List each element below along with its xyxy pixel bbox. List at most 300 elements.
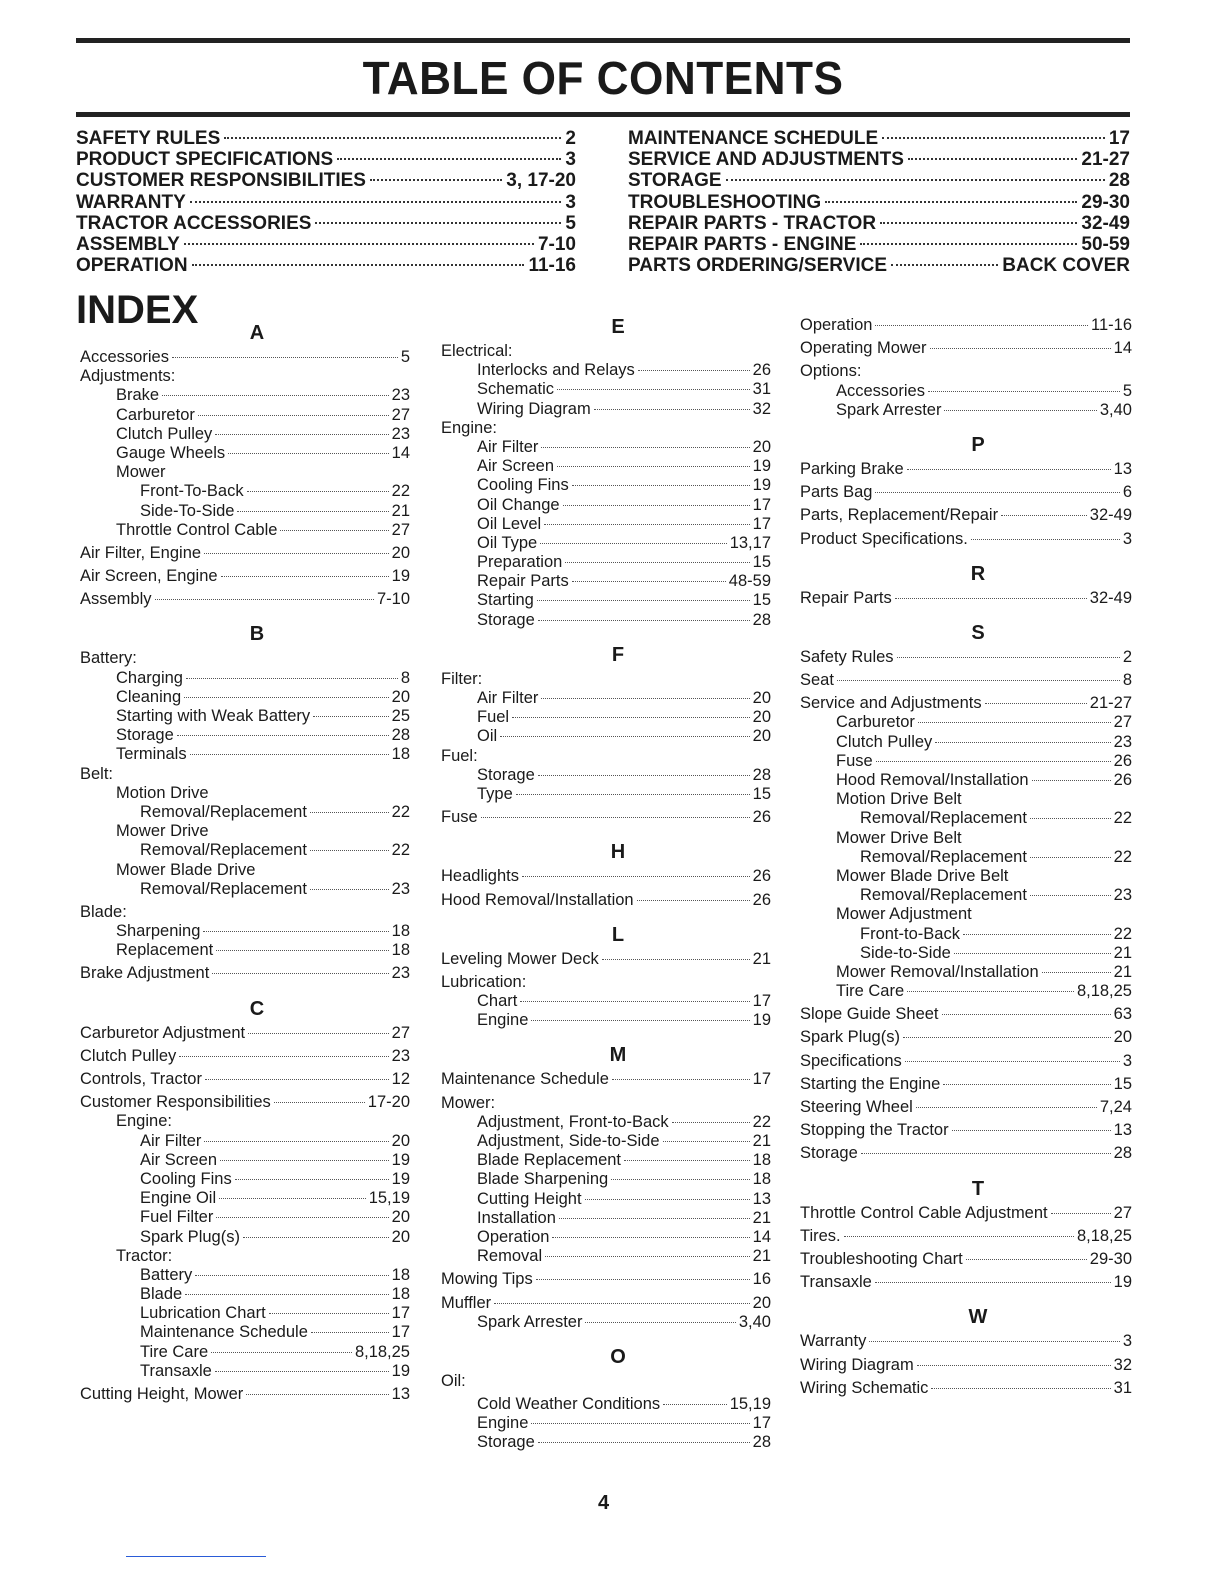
index-entry-page: 13,17 <box>729 533 771 552</box>
index-entry-label: Tire Care <box>836 982 905 1001</box>
index-entry-page: 17 <box>752 1414 771 1433</box>
index-entry-label: Air Screen <box>140 1150 218 1169</box>
leader-dots <box>875 1282 1111 1283</box>
index-entry-page: 17 <box>752 1070 771 1089</box>
index-subentry <box>441 361 771 380</box>
index-entry-label: Mower Blade Drive <box>116 860 256 879</box>
leader-dots <box>269 1313 389 1314</box>
index-entry-page: 22 <box>1113 847 1132 866</box>
leader-dots <box>184 243 534 245</box>
leader-dots <box>538 1442 750 1443</box>
index-entry-page: 21 <box>752 1132 771 1150</box>
toc-entry-label: SERVICE AND ADJUSTMENTS <box>628 149 904 171</box>
leader-dots <box>825 201 1077 203</box>
index-entry-page: 14 <box>1113 339 1132 358</box>
index-entry-page: 2 <box>1122 647 1132 666</box>
leader-dots <box>185 1294 388 1295</box>
toc-entry-page: 2 <box>565 128 576 149</box>
index-entry-page: 27 <box>391 520 410 539</box>
index-subentry <box>800 848 1132 867</box>
index-entry-label: Front-To-Back <box>140 482 244 501</box>
index-entry-label: Parts Bag <box>800 483 873 502</box>
leader-dots <box>602 959 750 960</box>
index-entry <box>441 747 771 766</box>
toc-entry-page: 28 <box>1108 170 1130 192</box>
leader-dots <box>611 1179 749 1180</box>
index-entry-label: Parts, Replacement/Repair <box>800 506 999 525</box>
index-subentry <box>80 1362 410 1381</box>
index-entry-page: 27 <box>391 1023 410 1042</box>
index-subentry <box>441 1395 771 1414</box>
leader-dots <box>663 1141 750 1142</box>
index-subentry <box>800 829 1132 848</box>
index-entry-page: 17 <box>391 1304 410 1323</box>
section-spacer <box>80 984 410 994</box>
index-entry <box>441 1070 771 1089</box>
leader-dots <box>897 657 1120 658</box>
index-entry <box>800 1144 1132 1163</box>
index-entry-page: 32-49 <box>1089 588 1132 607</box>
index-entry-label: Fuel: <box>441 746 478 765</box>
leader-dots <box>907 991 1074 992</box>
index-entry-label: Electrical: <box>441 342 513 360</box>
index-entry-label: Steering Wheel <box>800 1098 913 1116</box>
toc-entry-page: 17 <box>1108 128 1130 149</box>
index-subentry <box>441 572 771 591</box>
index-subentry <box>80 688 410 707</box>
index-section-letter: P <box>971 433 985 456</box>
index-entry-label: Brake <box>116 386 160 405</box>
index-entry-page: 31 <box>752 380 771 399</box>
toc-entry-label: TROUBLESHOOTING <box>628 191 822 213</box>
index-entry <box>80 1385 410 1404</box>
index-entry-label: Slope Guide Sheet <box>800 1005 939 1024</box>
leader-dots <box>944 410 1096 411</box>
index-entry-page: 11-16 <box>1091 316 1132 334</box>
index-entry-label: Belt: <box>80 764 114 783</box>
index-entry-page: 15 <box>1113 1074 1132 1093</box>
leader-dots <box>536 1279 750 1280</box>
leader-dots <box>531 1020 749 1021</box>
index-entry-label: Motion Drive Belt <box>836 790 962 809</box>
index-entry-page: 20 <box>391 543 410 562</box>
leader-dots <box>512 717 750 718</box>
index-entry-label: Adjustment, Side-to-Side <box>477 1132 660 1150</box>
index-entry-label: Tires. <box>800 1226 841 1245</box>
index-entry-page: 3 <box>1122 1051 1132 1070</box>
index-subentry <box>441 400 771 419</box>
index-subentry <box>441 515 771 534</box>
index-entry <box>80 1024 410 1043</box>
index-entry-label: Oil Level <box>477 514 542 533</box>
index-entry-label: Leveling Mower Deck <box>441 949 599 968</box>
index-entry-page: 19 <box>752 457 771 476</box>
index-subentry <box>800 382 1132 401</box>
toc-entry <box>628 170 1130 191</box>
leader-dots <box>246 1394 388 1395</box>
index-entry-page: 48-59 <box>728 572 771 591</box>
index-entry-page: 3,40 <box>1099 400 1132 419</box>
index-entry-label: Carburetor Adjustment <box>80 1023 246 1042</box>
index-subentry <box>441 457 771 476</box>
index-entry <box>441 342 771 361</box>
index-entry-label: Customer Responsibilities <box>80 1093 271 1112</box>
index-entry-label: Filter: <box>441 669 483 688</box>
index-entry-page: 21 <box>752 949 771 968</box>
toc-entry <box>628 213 1130 234</box>
index-entry-label: Fuse <box>836 751 873 770</box>
index-subentry <box>800 867 1132 886</box>
toc-entry-label: PRODUCT SPECIFICATIONS <box>76 149 334 171</box>
leader-dots <box>672 1122 750 1123</box>
index-entry-page: 18 <box>391 922 410 941</box>
index-entry-page: 18 <box>391 941 410 960</box>
index-entry <box>800 1052 1132 1071</box>
leader-dots <box>594 409 750 410</box>
index-section-letter: E <box>611 316 625 338</box>
index-entry-page: 13 <box>1113 1121 1132 1140</box>
leader-dots <box>212 973 388 974</box>
index-entry <box>800 671 1132 690</box>
toc-entry <box>76 192 576 213</box>
index-entry-page: 22 <box>391 802 410 821</box>
index-entry <box>441 1270 771 1289</box>
leader-dots <box>522 876 750 877</box>
index-entry-page: 26 <box>752 361 771 380</box>
index-entry-page: 20 <box>391 687 410 706</box>
leader-dots <box>861 1153 1111 1154</box>
index-entry-label: Wiring Schematic <box>800 1378 929 1397</box>
index-entry <box>800 1098 1132 1117</box>
index-subentry <box>441 591 771 610</box>
index-subentry <box>80 822 410 841</box>
toc-entry-label: REPAIR PARTS - TRACTOR <box>628 212 877 234</box>
index-section-letter: W <box>968 1306 988 1329</box>
index-entry-page: 23 <box>391 879 410 898</box>
toc-entry-label: MAINTENANCE SCHEDULE <box>628 128 879 149</box>
index-subentry <box>441 1170 771 1189</box>
index-entry-page: 18 <box>391 745 410 764</box>
leader-dots <box>931 1388 1110 1389</box>
index-entry-page: 17 <box>752 495 771 514</box>
index-entry-label: Cutting Height, Mower <box>80 1385 244 1403</box>
index-entry-page: 19 <box>752 476 771 495</box>
index-subentry <box>441 785 771 804</box>
leader-dots <box>274 1102 365 1103</box>
index-entry-label: Side-To-Side <box>140 501 235 520</box>
index-subentry <box>441 534 771 553</box>
leader-dots <box>311 1332 389 1333</box>
index-subentry <box>80 745 410 764</box>
leader-dots <box>1051 1213 1111 1214</box>
index-subentry <box>800 944 1132 963</box>
index-entry-label: Controls, Tractor <box>80 1070 202 1088</box>
index-entry-page: 17 <box>752 514 771 533</box>
index-subentry <box>80 444 410 463</box>
index-entry <box>800 530 1132 549</box>
toc-entry <box>628 192 1130 213</box>
leader-dots <box>557 389 750 390</box>
index-subentry <box>80 1266 410 1285</box>
leader-dots <box>280 530 388 531</box>
index-entry-label: Mowing Tips <box>441 1270 533 1289</box>
index-subentry <box>441 689 771 708</box>
index-entry <box>800 339 1132 358</box>
index-entry-label: Mower Drive Belt <box>836 828 962 847</box>
leader-dots <box>500 736 749 737</box>
leader-dots <box>624 1160 750 1161</box>
index-section-letter: F <box>611 643 625 666</box>
index-entry-label: Service and Adjustments <box>800 694 982 713</box>
leader-dots <box>903 1037 1111 1038</box>
index-entry-page: 7-10 <box>376 590 410 609</box>
page-title: TABLE OF CONTENTS <box>362 52 844 104</box>
toc-entry-page: 50-59 <box>1081 233 1130 255</box>
index-subentry <box>80 1304 410 1323</box>
index-entry-page: 8,18,25 <box>1076 1226 1132 1245</box>
leader-dots <box>494 1303 750 1304</box>
index-entry-page: 15 <box>752 591 771 610</box>
index-entry <box>80 903 410 922</box>
index-entry-label: Fuel Filter <box>140 1208 214 1227</box>
index-section-letter: C <box>249 997 265 1020</box>
index-entry-label: Engine <box>477 1011 529 1030</box>
leader-dots <box>952 1130 1111 1131</box>
index-entry-label: Starting <box>477 591 534 610</box>
index-entry-page: 12 <box>391 1070 410 1088</box>
index-entry-page: 15 <box>752 784 771 803</box>
index-entry-label: Storage <box>477 765 535 784</box>
index-entry-page: 21 <box>391 501 410 520</box>
index-entry <box>800 694 1132 713</box>
index-section-letter: T <box>971 1177 985 1200</box>
index-entry-page: 22 <box>752 1112 771 1131</box>
section-spacer <box>441 827 771 837</box>
leader-dots <box>907 469 1111 470</box>
leader-dots <box>963 934 1111 935</box>
leader-dots <box>638 370 750 371</box>
section-spacer <box>800 1164 1132 1174</box>
index-subentry <box>800 401 1132 420</box>
index-entry-page: 21 <box>1113 962 1132 981</box>
index-entry-label: Engine <box>477 1414 529 1433</box>
leader-dots <box>726 179 1105 181</box>
leader-dots <box>537 600 750 601</box>
leader-dots <box>916 1107 1097 1108</box>
index-subentry <box>800 771 1132 790</box>
index-entry-page: 20 <box>752 727 771 746</box>
index-subentry <box>441 1190 771 1209</box>
index-entry-label: Operation <box>477 1227 550 1246</box>
index-entry <box>800 1121 1132 1140</box>
index-entry <box>441 1372 771 1391</box>
index-entry-label: Seat <box>800 671 834 690</box>
index-entry-label: Interlocks and Relays <box>477 361 635 380</box>
leader-dots <box>942 1014 1111 1015</box>
index-entry <box>80 964 410 983</box>
index-entry-label: Lubrication: <box>441 972 527 991</box>
index-column-1 <box>80 318 410 1404</box>
index-entry-label: Stopping the Tractor <box>800 1121 949 1140</box>
index-subentry <box>441 708 771 727</box>
leader-dots <box>228 453 388 454</box>
leader-dots <box>875 325 1088 326</box>
index-entry-page: 20 <box>752 1293 771 1312</box>
index-entry-label: Warranty <box>800 1332 867 1351</box>
leader-dots <box>310 889 389 890</box>
index-entry-page: 23 <box>391 964 410 983</box>
leader-dots <box>216 950 388 951</box>
index-entry-label: Air Filter, Engine <box>80 543 202 562</box>
index-entry <box>441 808 771 827</box>
index-subentry <box>80 1247 410 1266</box>
index-entry-label: Blade Replacement <box>477 1151 622 1170</box>
index-entry-label: Assembly <box>80 590 152 609</box>
leader-dots <box>310 812 389 813</box>
leader-dots <box>531 1423 749 1424</box>
index-entry-page: 20 <box>391 1208 410 1227</box>
index-entry-page: 15,19 <box>368 1189 410 1208</box>
toc-entry-page: 11-16 <box>528 255 576 277</box>
index-entry-label: Carburetor <box>836 713 915 732</box>
index-entry-page: 13 <box>391 1385 410 1403</box>
index-entry-page: 14 <box>391 443 410 462</box>
index-subentry <box>80 726 410 745</box>
index-entry-page: 21-27 <box>1089 694 1132 713</box>
leader-dots <box>192 264 525 266</box>
leader-dots <box>545 1256 750 1257</box>
index-section-letter: H <box>610 841 626 864</box>
leader-dots <box>552 1237 749 1238</box>
index-entry-page: 20 <box>752 437 771 456</box>
leader-dots <box>215 1371 389 1372</box>
index-subentry <box>80 1112 410 1131</box>
toc-entry-page: 32-49 <box>1081 212 1130 234</box>
index-entry <box>800 1379 1132 1398</box>
index-entry <box>800 1204 1132 1223</box>
leader-dots <box>481 817 750 818</box>
index-entry-page: 17-20 <box>367 1093 410 1112</box>
page-number: 4 <box>598 1492 610 1514</box>
index-subentry <box>800 809 1132 828</box>
index-entry-label: Starting with Weak Battery <box>116 707 311 725</box>
index-entry-page: 23 <box>391 1046 410 1065</box>
index-section-letter: L <box>611 923 625 946</box>
index-entry-label: Operating Mower <box>800 339 927 358</box>
index-subentry <box>80 386 410 405</box>
index-entry <box>441 891 771 910</box>
leader-dots <box>337 158 561 160</box>
footer-link-line <box>126 1556 266 1557</box>
section-spacer <box>441 1030 771 1040</box>
index-entry-page: 13 <box>752 1189 771 1208</box>
index-entry-label: Oil Type <box>477 533 538 552</box>
index-entry <box>800 1273 1132 1292</box>
index-subentry <box>441 611 771 630</box>
index-entry <box>80 367 410 386</box>
index-entry-label: Hood Removal/Installation <box>836 771 1029 789</box>
index-entry-page: 14 <box>752 1227 771 1246</box>
index-section-letter: R <box>970 562 986 585</box>
index-entry-label: Clutch Pulley <box>116 424 213 443</box>
index-subentry <box>800 713 1132 732</box>
index-entry-label: Maintenance Schedule <box>441 1070 609 1089</box>
toc-entry-label: TRACTOR ACCESSORIES <box>76 212 312 234</box>
index-subentry <box>441 1132 771 1151</box>
index-entry-label: Engine: <box>116 1112 172 1131</box>
toc-entry-label: CUSTOMER RESPONSIBILITIES <box>76 170 366 192</box>
index-entry-page: 28 <box>391 726 410 745</box>
index-entry <box>800 1227 1132 1246</box>
leader-dots <box>190 201 562 203</box>
index-entry-label: Type <box>477 784 513 803</box>
leader-dots <box>541 698 749 699</box>
toc-entry-label: OPERATION <box>76 255 188 277</box>
leader-dots <box>544 524 749 525</box>
index-entry-label: Cooling Fins <box>477 476 569 495</box>
index-entry-label: Carburetor <box>116 405 195 424</box>
index-entry-label: Motion Drive <box>116 783 209 802</box>
index-entry-label: Accessories <box>836 381 925 400</box>
index-section-letter: O <box>610 1345 626 1368</box>
index-entry <box>441 1294 771 1313</box>
index-entry-label: Mower Removal/Installation <box>836 962 1039 981</box>
index-entry-label: Mower Drive <box>116 822 209 841</box>
index-subentry <box>80 1170 410 1189</box>
index-entry-page: 27 <box>391 405 410 424</box>
leader-dots <box>908 158 1078 160</box>
leader-dots <box>184 697 389 698</box>
index-entry-label: Chart <box>477 992 518 1011</box>
leader-dots <box>559 1218 750 1219</box>
index-entry-label: Cooling Fins <box>140 1169 232 1188</box>
index-entry-label: Blade: <box>80 902 127 921</box>
index-subentry <box>80 922 410 941</box>
index-entry-page: 20 <box>391 1131 410 1150</box>
index-entry <box>80 590 410 609</box>
section-spacer <box>441 910 771 920</box>
index-entry <box>800 362 1132 381</box>
index-entry <box>800 460 1132 479</box>
index-entry-page: 17 <box>391 1323 410 1342</box>
index-entry-label: Fuse <box>441 808 478 827</box>
index-entry-label: Hood Removal/Installation <box>441 890 634 909</box>
index-entry-page: 22 <box>391 482 410 501</box>
leader-dots <box>220 1160 389 1161</box>
index-subentry <box>800 963 1132 982</box>
leader-dots <box>204 553 389 554</box>
index-entry-label: Gauge Wheels <box>116 443 226 462</box>
leader-dots <box>215 434 388 435</box>
index-entry-page: 8,18,25 <box>1076 982 1132 1001</box>
index-entry-page: 23 <box>1113 886 1132 905</box>
index-entry-page: 23 <box>391 386 410 405</box>
index-entry-label: Oil Change <box>477 495 560 514</box>
index-subentry <box>80 841 410 860</box>
leader-dots <box>237 511 388 512</box>
index-entry-label: Cutting Height <box>477 1189 582 1208</box>
index-entry-label: Mower: <box>441 1093 496 1112</box>
index-entry-label: Lubrication Chart <box>140 1304 266 1323</box>
index-entry-label: Storage <box>477 610 535 629</box>
index-entry-label: Parking Brake <box>800 459 904 478</box>
section-spacer <box>80 609 410 619</box>
index-entry-label: Air Filter <box>477 437 539 456</box>
leader-dots <box>540 543 726 544</box>
index-entry-page: 28 <box>752 765 771 784</box>
index-entry-page: 23 <box>391 424 410 443</box>
index-entry-page: 20 <box>1113 1028 1132 1047</box>
